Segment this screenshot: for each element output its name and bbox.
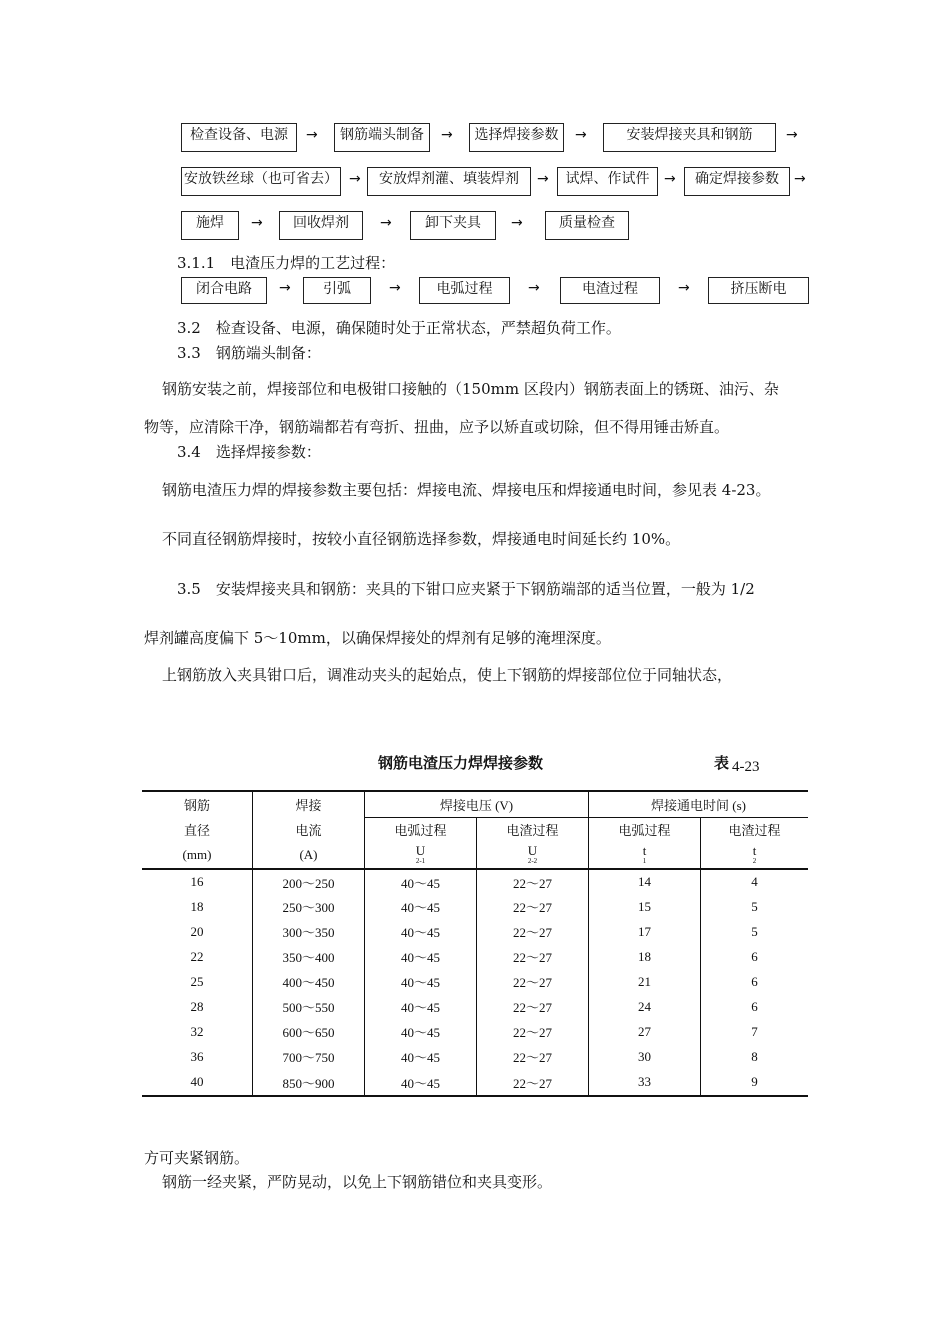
flow-step: 回收焊剂 — [279, 211, 363, 240]
header-cell: 电渣过程 — [477, 817, 589, 842]
table-cell: 400～450 — [253, 969, 365, 994]
symbol: t — [752, 843, 757, 858]
table-cell: 40～45 — [365, 994, 477, 1019]
section-3-4: 3.4 选择焊接参数： — [177, 443, 321, 461]
flow-step: 确定焊接参数 — [684, 167, 790, 196]
flow-step: 安装焊接夹具和钢筋 — [603, 123, 776, 152]
table-cell: 32 — [142, 1019, 253, 1044]
table-cell: 40～45 — [365, 1069, 477, 1096]
flow-step: 试焊、作试件 — [557, 167, 658, 196]
table-row — [142, 869, 808, 894]
table-cell: 40～45 — [365, 969, 477, 994]
table-cell: 40～45 — [365, 1044, 477, 1069]
flow-step: 质量检查 — [545, 211, 629, 240]
table-cell: 22～27 — [477, 944, 589, 969]
table-cell: 28 — [142, 994, 253, 1019]
table-cell: 22～27 — [477, 1044, 589, 1069]
table-cell: 850～900 — [253, 1069, 365, 1096]
table-cell: 9 — [751, 1074, 758, 1089]
table-row — [142, 1044, 808, 1069]
table-cell: 20 — [142, 919, 253, 944]
paragraph: 方可夹紧钢筋。 — [144, 1149, 250, 1167]
table-cell: 40～45 — [365, 944, 477, 969]
subscript: 1 — [642, 857, 647, 865]
arrow-right-icon: → — [380, 215, 392, 231]
header-cell — [365, 842, 477, 869]
paragraph: 钢筋安装之前，焊接部位和电极钳口接触的（150mm 区段内）钢筋表面上的锈斑、油污、杂 — [162, 380, 779, 398]
flow-step: 电渣过程 — [560, 277, 660, 304]
table-cell: 300～350 — [253, 919, 365, 944]
arrow-right-icon: → — [678, 280, 690, 296]
table-cell: 8 — [751, 1048, 758, 1064]
paragraph: 钢筋一经夹紧，严防晃动，以免上下钢筋错位和夹具变形。 — [162, 1173, 553, 1191]
parameter-table — [142, 790, 808, 1097]
arrow-right-icon: → — [528, 280, 540, 296]
table-cell: 6 — [751, 973, 758, 989]
arrow-right-icon: → — [251, 215, 263, 231]
table-cell: 14 — [589, 869, 701, 894]
flow-step: 钢筋端头制备 — [334, 123, 430, 152]
flow-step: 闭合电路 — [181, 277, 267, 304]
table-row — [142, 1069, 808, 1096]
flow-step: 施焊 — [181, 211, 239, 240]
arrow-right-icon: → — [511, 215, 523, 231]
table-cell: 22 — [142, 944, 253, 969]
table-cell: 600～650 — [253, 1019, 365, 1044]
table-row — [142, 994, 808, 1019]
table-cell: 22～27 — [477, 1069, 589, 1096]
table-cell: 27 — [589, 1019, 701, 1044]
header-cell: 电流 — [253, 817, 365, 842]
table-cell: 16 — [142, 869, 253, 894]
arrow-right-icon: → — [279, 280, 291, 296]
arrow-right-icon: → — [537, 171, 549, 187]
section-heading: 3.1.1 电渣压力焊的工艺过程： — [177, 254, 396, 272]
arrow-right-icon: → — [306, 127, 318, 143]
section-3-3: 3.3 钢筋端头制备： — [177, 344, 321, 362]
table-cell: 18 — [142, 894, 253, 919]
table-row — [142, 969, 808, 994]
table-cell: 36 — [142, 1044, 253, 1069]
table-cell: 6 — [751, 998, 758, 1014]
header-cell: 钢筋 — [142, 791, 253, 817]
table-cell: 30 — [589, 1044, 701, 1069]
header-cell: 直径 — [142, 817, 253, 842]
paragraph: 不同直径钢筋焊接时，按较小直径钢筋选择参数，焊接通电时间延长约 10%。 — [162, 530, 681, 548]
table-body — [142, 869, 808, 1096]
header-cell — [701, 842, 809, 869]
table-cell: 40～45 — [365, 894, 477, 919]
paragraph: 上钢筋放入夹具钳口后，调准动夹头的起始点，使上下钢筋的焊接部位位于同轴状态， — [162, 666, 733, 684]
table-cell: 22～27 — [477, 969, 589, 994]
table-cell: 200～250 — [253, 869, 365, 894]
table-cell: 40～45 — [365, 869, 477, 894]
table-cell: 22～27 — [477, 869, 589, 894]
table-title: 钢筋电渣压力焊焊接参数 — [378, 754, 544, 772]
flow-step: 选择焊接参数 — [469, 123, 564, 152]
header-cell: 电渣过程 — [728, 823, 781, 839]
arrow-right-icon: → — [441, 127, 453, 143]
arrow-right-icon: → — [664, 171, 676, 187]
table-row — [142, 1019, 808, 1044]
flow-step: 挤压断电 — [708, 277, 809, 304]
table-row — [142, 944, 808, 969]
header-cell: (A) — [253, 842, 365, 869]
table-cell: 21 — [589, 969, 701, 994]
table-cell: 24 — [589, 994, 701, 1019]
flow-step: 引弧 — [303, 277, 371, 304]
arrow-right-icon: → — [575, 127, 587, 143]
paragraph: 钢筋电渣压力焊的焊接参数主要包括：焊接电流、焊接电压和焊接通电时间，参见表 4-23。 — [162, 481, 771, 499]
table-cell: 350～400 — [253, 944, 365, 969]
table-cell: 25 — [142, 969, 253, 994]
flow-step: 电弧过程 — [419, 277, 510, 304]
symbol: t — [642, 843, 647, 858]
table-label: 表 — [714, 754, 730, 772]
table-cell: 40～45 — [365, 1019, 477, 1044]
header-cell: 焊接通电时间 (s) — [589, 791, 809, 817]
table-cell: 22～27 — [477, 1019, 589, 1044]
section-3-5: 3.5 安装焊接夹具和钢筋：夹具的下钳口应夹紧于下钢筋端部的适当位置，一般为 1/2 — [177, 580, 755, 598]
table-cell: 5 — [751, 898, 758, 914]
table-cell: 7 — [751, 1023, 758, 1039]
table-cell: 4 — [751, 874, 758, 889]
subscript: 2 — [752, 857, 757, 865]
flow-step: 卸下夹具 — [410, 211, 496, 240]
header-cell: 电弧过程 — [589, 817, 701, 842]
table-row — [142, 919, 808, 944]
header-cell: (mm) — [142, 842, 253, 869]
table-cell: 22～27 — [477, 919, 589, 944]
table-cell: 33 — [589, 1069, 701, 1096]
header-cell: 焊接 — [253, 791, 365, 817]
paragraph: 物等，应清除干净，钢筋端都若有弯折、扭曲，应予以矫直或切除，但不得用锤击矫直。 — [144, 418, 730, 436]
header-cell — [477, 842, 589, 869]
arrow-right-icon: → — [786, 127, 798, 143]
arrow-right-icon: → — [389, 280, 401, 296]
arrow-right-icon: → — [794, 171, 806, 187]
section-3-2: 3.2 检查设备、电源，确保随时处于正常状态，严禁超负荷工作。 — [177, 319, 621, 337]
table-cell: 22～27 — [477, 894, 589, 919]
flow-step: 检查设备、电源 — [181, 123, 297, 152]
table-cell: 40 — [142, 1069, 253, 1096]
table-cell: 17 — [589, 919, 701, 944]
table-cell: 15 — [589, 894, 701, 919]
table-cell: 6 — [751, 948, 758, 964]
table-cell: 250～300 — [253, 894, 365, 919]
table-cell: 500～550 — [253, 994, 365, 1019]
table-cell: 22～27 — [477, 994, 589, 1019]
table-row — [142, 894, 808, 919]
header-cell: 电弧过程 — [365, 817, 477, 842]
header-cell: 焊接电压 (V) — [365, 791, 589, 817]
symbol: U — [527, 843, 538, 858]
paragraph: 焊剂罐高度偏下 5～10mm，以确保焊接处的焊剂有足够的淹埋深度。 — [144, 629, 611, 647]
subscript: 2-2 — [527, 857, 538, 865]
table-cell: 18 — [589, 944, 701, 969]
flow-step: 安放铁丝球（也可省去） — [181, 167, 341, 196]
arrow-right-icon: → — [349, 171, 361, 187]
table-cell: 40～45 — [365, 919, 477, 944]
symbol: U — [415, 843, 426, 858]
header-cell — [589, 842, 701, 869]
table-cell: 700～750 — [253, 1044, 365, 1069]
subscript: 2-1 — [415, 857, 426, 865]
table-number: 4-23 — [732, 759, 760, 775]
flow-step: 安放焊剂灌、填装焊剂 — [367, 167, 531, 196]
table-cell: 5 — [751, 923, 758, 939]
